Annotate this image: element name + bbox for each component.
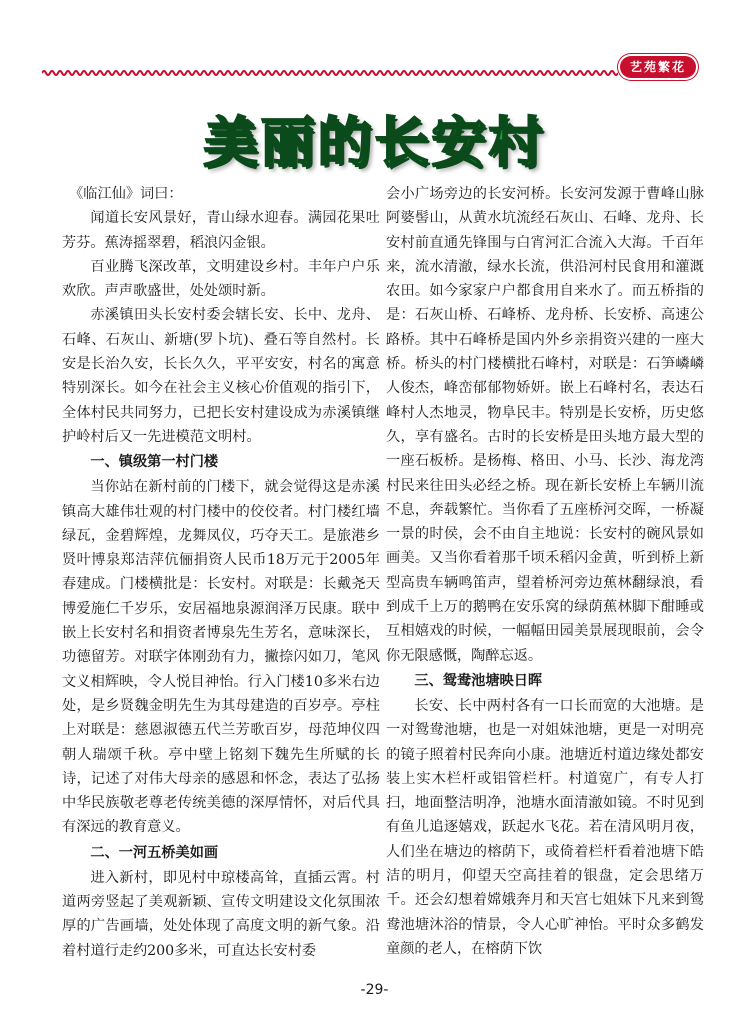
section-heading: 三、鸳鸯池塘映日晖 [414,672,543,689]
paragraph: 百业腾飞深改革，文明建设乡村。丰年户户乐欢欣。声声歌盛世，处处颂时新。 [62,258,380,300]
paragraph: 当你站在新村前的门楼下，就会觉得这是赤溪镇高大雄伟壮观的村门楼中的佼佼者。村门楼红墙绿瓦，金碧辉煌，龙舞凤仪，巧夺天工。是旅港乡贤叶博泉郑洁萍伉俪捐资人民币18万元于2005年春建成。门楼横批是：长安村。对联是：长戴尧天博爱施仁千岁乐，安居福地泉源润泽万民康。联中嵌上长安村名和捐资者博泉先生芳名，意味深长，功德留芳。对联字体刚劲有力，撇捺闪如刀，笔风文义相辉映，令人悦目神怡。行入门楼10多米右边处，是乡贤魏金明先生为其母建造的百岁亭。亭柱上对联是：慈恩淑德五代兰芳歌百岁，母范坤仪四朝人瑞颂千秋。亭中壁上铭刻下魏先生所赋的长诗，记述了对伟大母亲的感恩和怀念，表达了弘扬中华民族敬老尊老传统美德的深厚情怀，对后代具有深远的教育意义。 [62,479,380,836]
article-column-right [386,182,704,964]
section-badge: 艺苑繁花 [620,56,696,78]
article-title: 美丽的长安村 [203,111,546,174]
section-heading: 二、一河五桥美如画 [90,844,219,861]
paragraph: 进入新村，即见村中琼楼高耸，直插云霄。村道两旁竖起了美观新颖、宣传文明建设文化氛围浓厚的广告画墙，处处体现了高度文明的新气象。沿着村道行走约200多米，可直达长安村委 [62,869,380,959]
article-column-left [62,182,380,964]
header-wave-rule [42,68,618,78]
wave-line-icon [42,68,618,78]
paragraph: 闻道长安风景好，青山绿水迎春。满园花果吐芳芬。蕉涛摇翠碧，稻浪闪金银。 [62,210,380,251]
paragraph: 《临江仙》词曰： [62,186,183,202]
page-number: -29- [360,982,389,998]
paragraph: 赤溪镇田头长安村委会辖长安、长中、龙舟、石峰、石灰山、新塘(罗卜坑)、叠石等自然村。长安是长治久安，长长久久，平平安安，村名的寓意特别深长。如今在社会主义核心价值观的指引下，全体村民共同努力，已把长安村建设成为赤溪镇继护岭村后又一先进模范文明村。 [62,307,380,445]
title-block [0,110,749,180]
section-heading: 一、镇级第一村门楼 [90,454,219,471]
paragraph: 会小广场旁边的长安河桥。长安河发源于曹峰山脉阿婆髻山，从黄水坑流经石灰山、石峰、龙舟、长安村前直通先锋围与白宵河汇合流入大海。千百年来，流水清澈，绿水长流，供沿河村民食用和灌溉农田。如今家家户户都食用自来水了。而五桥指的是：石灰山桥、石峰桥、龙舟桥、长安桥、高速公路桥。其中石峰桥是国内外乡亲捐资兴建的一座大桥。桥头的村门楼横批石峰村，对联是：石笋嶙嶙人俊杰，峰峦郁郁物娇妍。嵌上石峰村名，表达石峰村人杰地灵，物阜民丰。特别是长安桥，历史悠久，享有盛名。古时的长安桥是田头地方最大型的一座石板桥。是杨梅、格田、小马、长沙、海龙湾村民来往田头必经之桥。现在新长安桥上车辆川流不息，奔载繁忙。当你看了五座桥河交晖，一桥凝一景的时侯，会不由自主地说：长安村的碗风景如画美。又当你看着那千顷禾稻闪金黄，听到桥上新型高贵车辆鸣笛声，望着桥河旁边蕉林翻绿浪，看到成千上万的鹅鸭在安乐窝的绿荫蕉林脚下酣睡或互相嬉戏的时候，一幅幅田园美景展现眼前，会令你无限感慨，陶醉忘返。 [386,186,704,664]
paragraph: 长安、长中两村各有一口长而宽的大池塘。是一对鸳鸯池塘，也是一对姐妹池塘，更是一对明亮的镜子照着村民奔向小康。池塘近村道边缘处都安装上实木栏杆或铝管栏杆。村道宽广，有专人打扫，地面整洁明净，池塘水面清澈如镜。不时见到有鱼儿追逐嬉戏，跃起水飞花。若在清风明月夜，人们坐在塘边的榕荫下，或倚着栏杆看着池塘下皓洁的明月，仰望天空高挂着的银盘，定会思绪万千。还会幻想着嫦娥奔月和天宫七姐妹下凡来到鸳鸯池塘沐浴的情景，令人心旷神怡。平时众多鹤发童颜的老人，在榕荫下饮 [386,697,704,957]
